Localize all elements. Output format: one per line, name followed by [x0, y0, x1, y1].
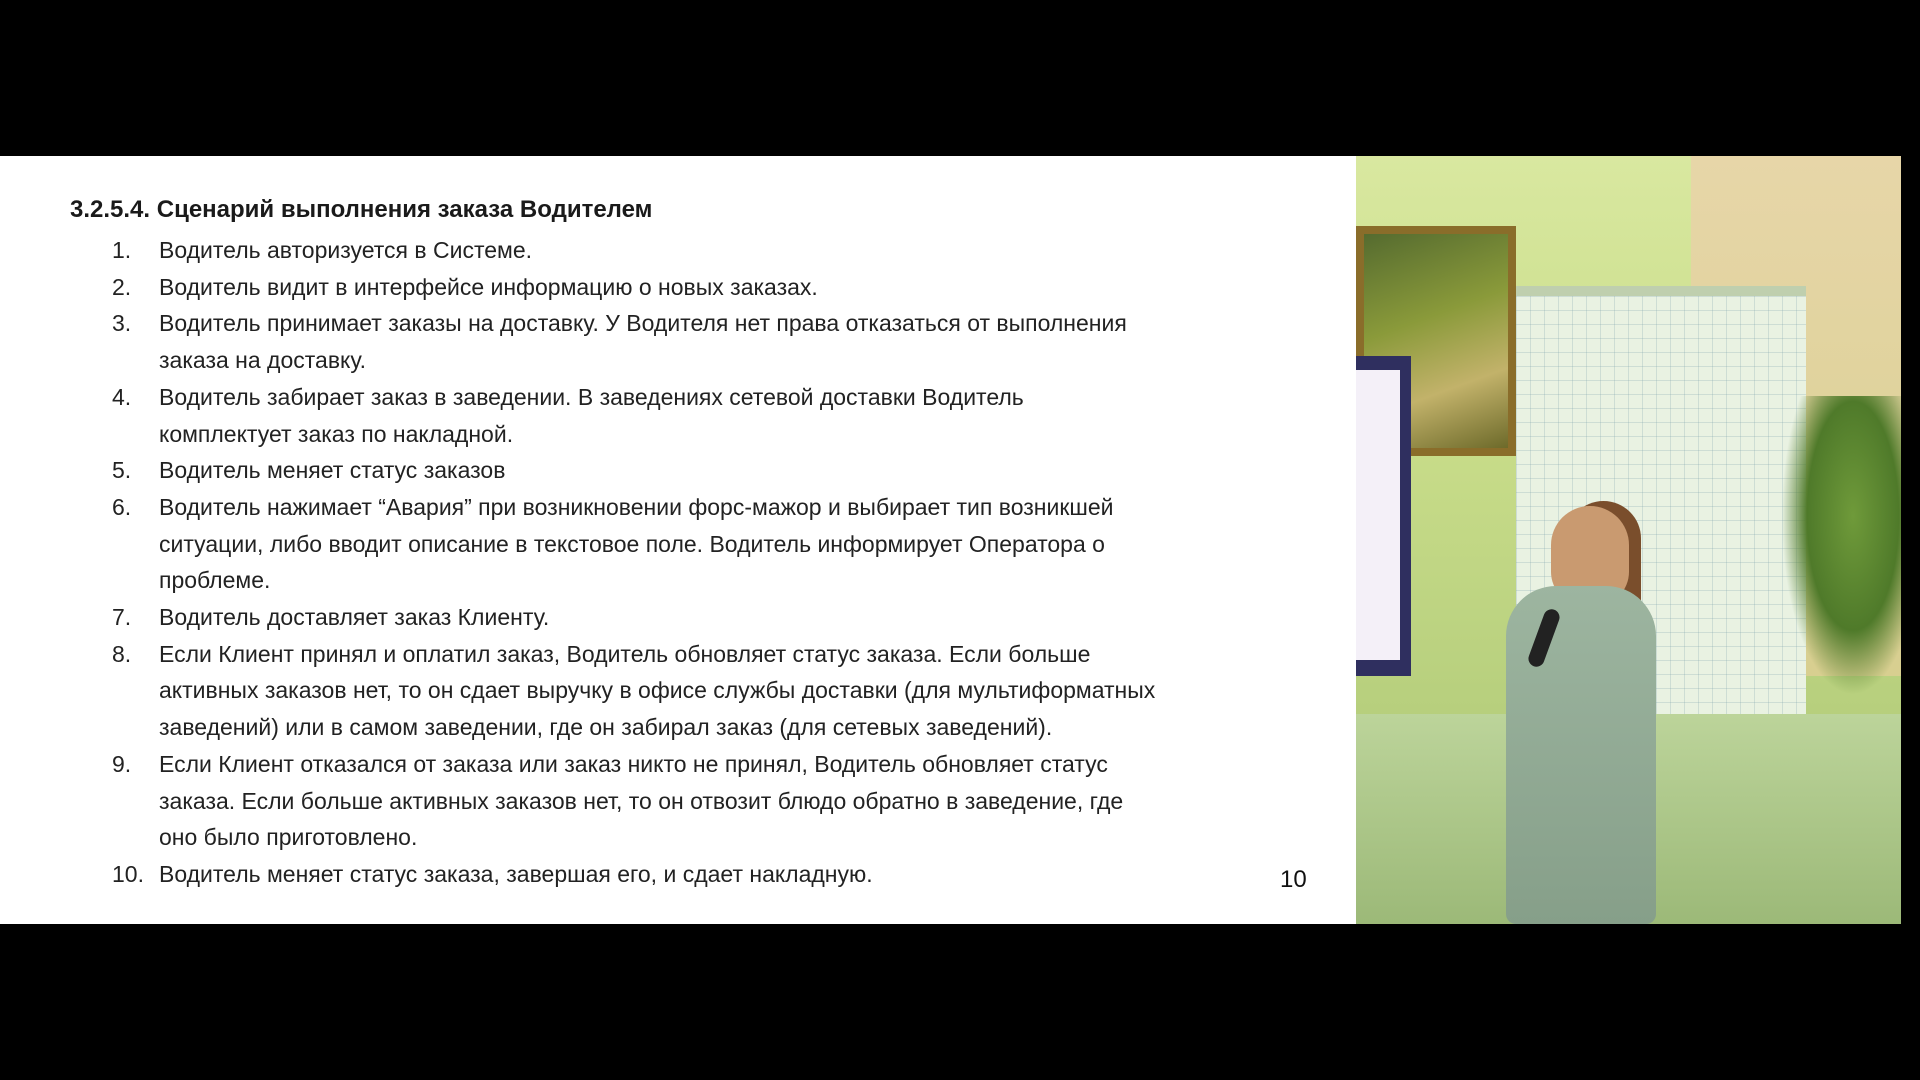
step-line: Водитель принимает заказы на доставку. У Водителя нет права отказаться от выполнения — [159, 310, 1127, 337]
step-number: 8. — [112, 640, 132, 667]
step-line: активных заказов нет, то он сдает выручку в офисе службы доставки (для мультиформатных — [159, 677, 1156, 704]
step-line: проблеме. — [159, 567, 271, 594]
step-number: 6. — [112, 493, 132, 520]
step-number: 5. — [112, 457, 132, 484]
step-line: заказа на доставку. — [159, 347, 366, 374]
step-text: Водитель авторизуется в Системе. — [159, 237, 533, 263]
list-item — [112, 856, 1232, 893]
steps-list — [112, 232, 1232, 893]
step-text: Водитель видит в интерфейсе информацию о новых заказах. — [159, 273, 818, 300]
step-text: Водитель меняет статус заказа, завершая его, и сдает накладную. — [159, 860, 873, 887]
step-text — [159, 305, 1232, 378]
camera-monitor-screen — [1356, 370, 1400, 660]
step-number: 3. — [112, 310, 132, 337]
presentation-slide — [0, 156, 1356, 924]
list-item — [112, 746, 1232, 856]
step-text — [159, 379, 1232, 452]
step-line: ситуации, либо вводит описание в текстовое поле. Водитель информирует Оператора о — [159, 530, 1105, 557]
step-line: комплектует заказ по накладной. — [159, 420, 514, 447]
camera-plant — [1781, 396, 1901, 696]
step-line: заказа. Если больше активных заказов нет, то он отвозит блюдо обратно в заведение, где — [159, 787, 1124, 814]
step-number: 1. — [112, 237, 132, 263]
list-item — [112, 232, 1232, 269]
list-item — [112, 269, 1232, 306]
step-line: заведений) или в самом заведении, где он забирал заказ (для сетевых заведений). — [159, 714, 1053, 741]
list-item — [112, 305, 1232, 378]
step-line: Если Клиент отказался от заказа или заказ никто не принял, Водитель обновляет статус — [159, 750, 1108, 777]
speaker-camera-feed — [1356, 156, 1901, 924]
list-item — [112, 379, 1232, 452]
speaker-body — [1506, 586, 1656, 924]
step-text — [159, 746, 1232, 856]
step-line: Водитель забирает заказ в заведении. В заведениях сетевой доставки Водитель — [159, 383, 1024, 410]
step-number: 7. — [112, 604, 132, 631]
step-line: Водитель нажимает “Авария” при возникновении форс-мажор и выбирает тип возникшей — [159, 493, 1114, 520]
slide-heading: 3.2.5.4. Сценарий выполнения заказа Водителем — [70, 196, 653, 223]
step-line: Если Клиент принял и оплатил заказ, Водитель обновляет статус заказа. Если больше — [159, 640, 1091, 667]
step-text — [159, 636, 1232, 746]
list-item — [112, 636, 1232, 746]
slide-page-number: 10 — [1280, 866, 1307, 893]
list-item — [112, 452, 1232, 489]
step-text: Водитель доставляет заказ Клиенту. — [159, 604, 550, 631]
step-text: Водитель меняет статус заказов — [159, 457, 506, 484]
step-text — [159, 489, 1232, 599]
list-item — [112, 489, 1232, 599]
step-line: оно было приготовлено. — [159, 824, 418, 851]
camera-monitor — [1356, 356, 1411, 676]
step-number: 2. — [112, 273, 132, 300]
list-item — [112, 599, 1232, 636]
step-number: 10. — [112, 860, 144, 887]
step-number: 4. — [112, 383, 132, 410]
step-number: 9. — [112, 750, 132, 777]
